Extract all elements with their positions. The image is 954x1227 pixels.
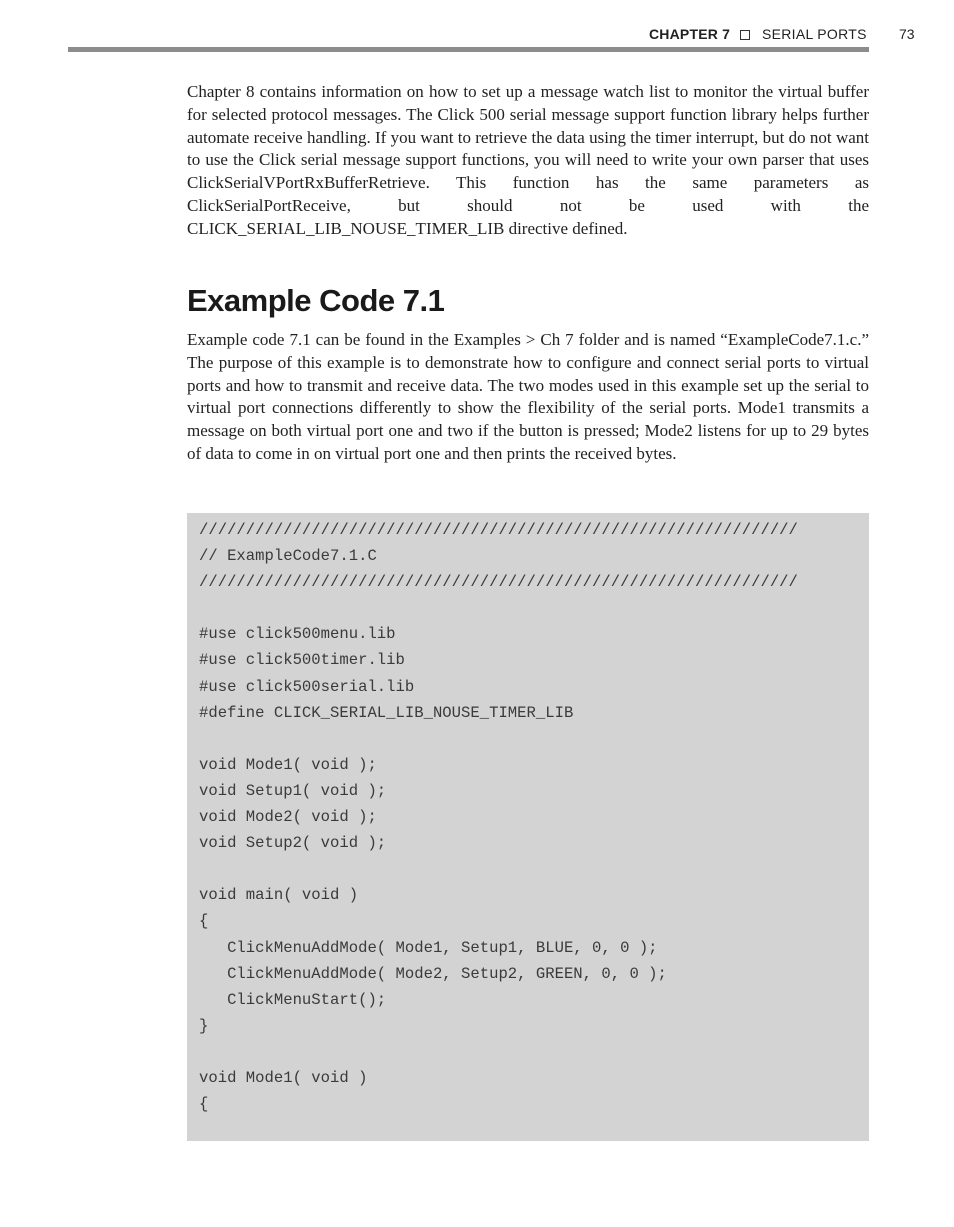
code-line: void Mode2( void ); xyxy=(199,808,377,827)
chapter-label: CHAPTER 7 xyxy=(649,26,731,42)
code-line: ClickMenuAddMode( Mode1, Setup1, BLUE, 0, 0 ); xyxy=(199,938,658,957)
code-line: void Setup2( void ); xyxy=(199,834,387,853)
code-line: void main( void ) xyxy=(199,886,359,905)
code-line: //////////////////////////////////////////////////////////////// xyxy=(199,521,798,539)
code-line: #use click500timer.lib xyxy=(199,651,405,670)
code-line xyxy=(199,1039,869,1065)
code-line: #use click500menu.lib xyxy=(199,625,396,644)
code-line: void Mode1( void ) xyxy=(199,1068,368,1087)
intro-paragraph: Chapter 8 contains information on how to set up a message watch list to monitor the virtual buffer for selected protocol messages. The Click 500 serial message support function library helps further automate receive handling. If you want to retrieve the data using the timer interrupt, but do not want to use the Click serial message support functions, you will need to write your own parser that uses ClickSerialVPortRxBufferRetrieve. This function has the same parameters as ClickSerialPortReceive, but should not be used with the CLICK_SERIAL_LIB_NOUSE_TIMER_LIB directive defined. xyxy=(187,82,869,238)
code-line xyxy=(199,856,869,882)
section-heading: Example Code 7.1 xyxy=(187,283,445,318)
code-line: #use click500serial.lib xyxy=(199,677,415,696)
section-title: SERIAL PORTS xyxy=(762,26,867,42)
separator-box-icon xyxy=(740,30,750,40)
code-line: //////////////////////////////////////////////////////////////// xyxy=(199,573,798,592)
code-line: } xyxy=(199,1016,209,1035)
page-number: 73 xyxy=(899,26,915,42)
code-line: #define CLICK_SERIAL_LIB_NOUSE_TIMER_LIB xyxy=(199,703,574,722)
code-line: // ExampleCode7.1.C xyxy=(199,547,377,566)
code-line: { xyxy=(199,1095,209,1114)
code-line: { xyxy=(199,912,209,931)
code-line xyxy=(199,595,869,621)
header-rule xyxy=(68,47,869,52)
code-line: ClickMenuStart(); xyxy=(199,990,387,1009)
code-line: ClickMenuAddMode( Mode2, Setup2, GREEN, 0, 0 ); xyxy=(199,964,667,983)
code-block xyxy=(187,513,869,1141)
example-paragraph: Example code 7.1 can be found in the Examples > Ch 7 folder and is named “ExampleCode7.1.c.” The purpose of this example is to demonstrate how to configure and connect serial ports to virtual ports and how to transmit and receive data. The two modes used in this example set up the serial to virtual port connections differently to show the flexibility of the serial ports. Mode1 transmits a message on both virtual port one and two if the button is pressed; Mode2 listens for up to 29 bytes of data to come in on virtual port one and then prints the received bytes. xyxy=(187,330,869,463)
code-line xyxy=(199,726,869,752)
code-line: void Setup1( void ); xyxy=(199,781,387,800)
code-line: void Mode1( void ); xyxy=(199,755,377,774)
running-head xyxy=(0,24,954,48)
